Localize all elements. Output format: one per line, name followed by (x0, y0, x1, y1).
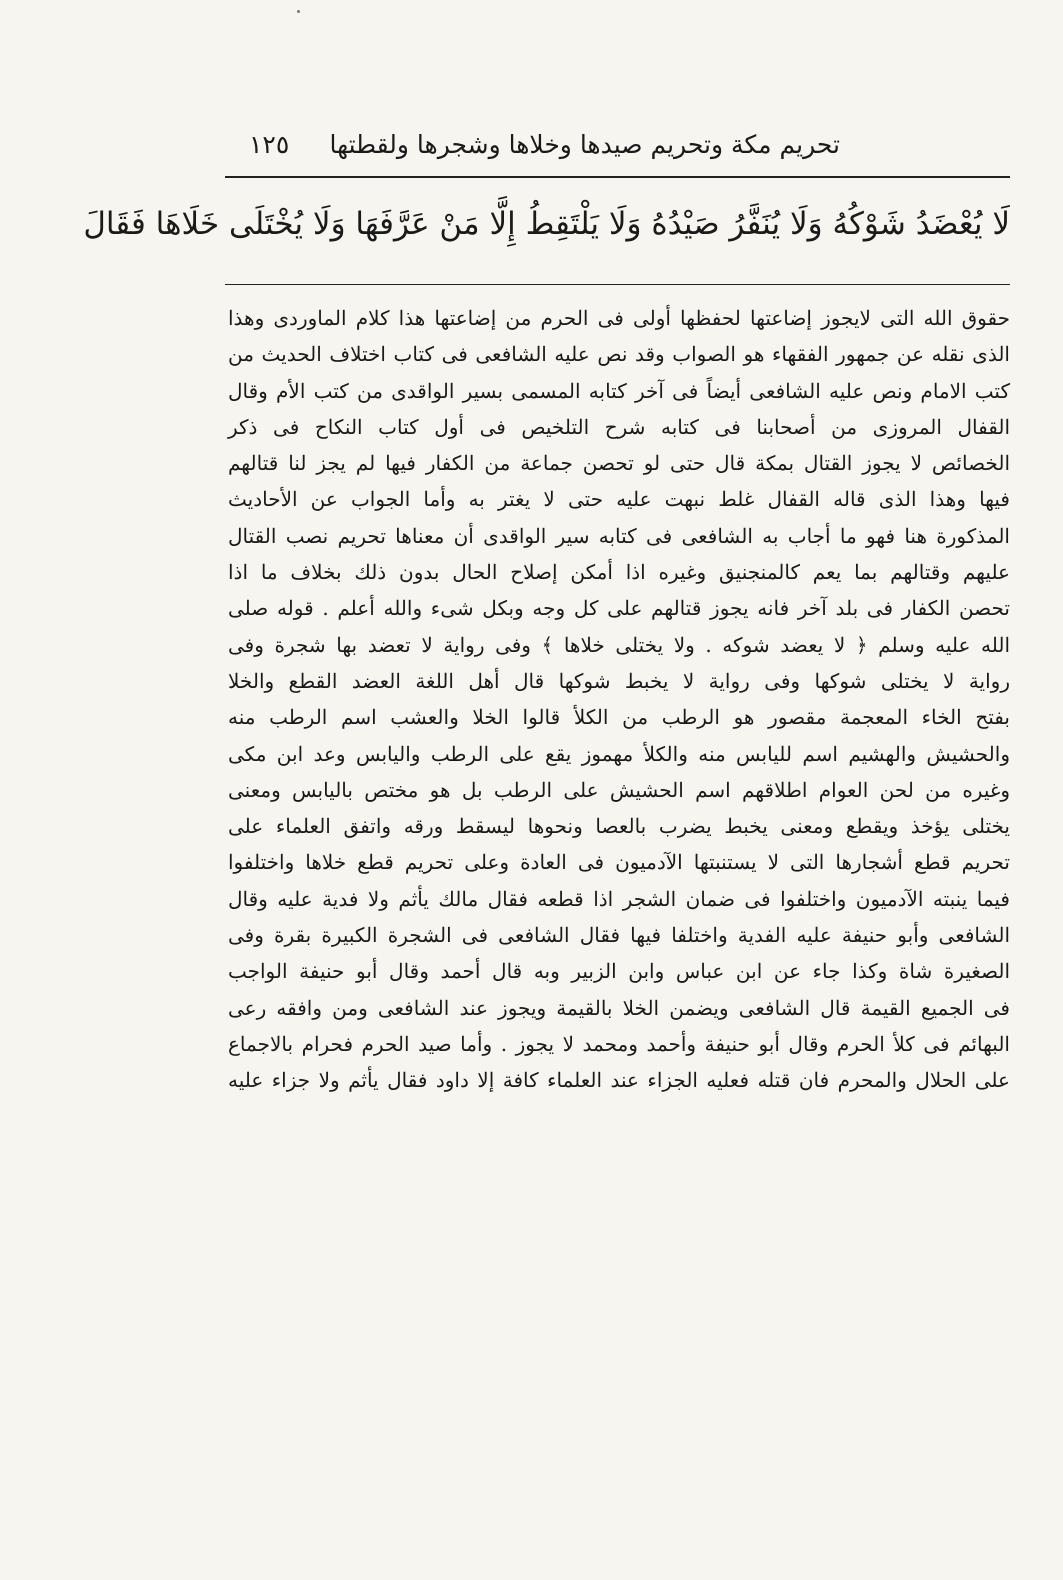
commentary-line: حقوق الله التى لايجوز إضاعتها لحفظها أولى فى الحرم من إضاعتها هذا كلام الماوردى وهذا (228, 306, 1010, 330)
commentary-line: تحريم قطع أشجارها التى لا يستنبتها الآدميون فى العادة وعلى تحريم قطع خلاها واختلفوا (228, 850, 1010, 875)
commentary-line: كتب الامام ونص عليه الشافعى أيضاً فى آخر كتابه المسمى بسير الواقدى من كتب الأم وقال (228, 378, 1010, 403)
commentary-separator (225, 284, 1010, 285)
commentary-line: الله عليه وسلم ﴿ لا يعضد شوكه . ولا يختلى خلاها ﴾ وفى رواية لا تعضد بها شجرة وفى (228, 632, 1010, 657)
commentary-line: بفتح الخاء المعجمة مقصور هو الرطب من الكلأ قالوا الخلا والعشب اسم الرطب منه (228, 705, 1010, 730)
running-header (225, 124, 1010, 174)
commentary-line: الشافعى وأبو حنيفة عليه الفدية واختلفا فيها فقال الشافعى فى الشجرة الكبيرة بقرة وفى (228, 923, 1010, 948)
commentary-line: المذكورة هنا فهو ما أجاب به الشافعى فى كتابه سير الواقدى أن معناها تحريم نصب القتال (228, 523, 1010, 548)
commentary-line: والحشيش والهشيم اسم لليابس منه والكلأ مهموز يقع على الرطب واليابس وعد ابن مكى (228, 741, 1010, 766)
commentary-line: رواية لا يختلى شوكها وفى رواية لا يخبط شوكها قال أهل اللغة العضد القطع والخلا (228, 668, 1010, 693)
commentary-line: فيما ينبته الآدميون واختلفوا فى ضمان الشجر اذا قطعه فقال مالك يأثم ولا فدية عليه وقال (228, 886, 1010, 911)
commentary-line: فيها وهذا الذى قاله القفال غلط نبهت عليه حتى لا يغتر به وأما الجواب عن الأحاديث (228, 487, 1010, 512)
hadith-text: لَا يُعْضَدُ شَوْكُهُ وَلَا يُنَفَّرُ صَيْدُهُ وَلَا يَلْتَقِطُ إِلَّا مَنْ عَرَّفَهَا وَلَا يُخْتَلَى خَلَاهَا فَقَالَ (83, 206, 1010, 242)
header-rule (225, 176, 1010, 178)
commentary-block (228, 300, 1010, 1099)
commentary-line: عليهم وقتالهم بما يعم كالمنجنيق وغيره اذا أمكن إصلاح الحال بدون ذلك بخلاف ما اذا (228, 560, 1010, 585)
commentary-line: القفال المروزى من أصحابنا فى كتابه شرح التلخيص فى أول كتاب النكاح فى ذكر (228, 414, 1010, 439)
scan-speck (297, 10, 300, 13)
chapter-title: تحريم مكة وتحريم صيدها وخلاها وشجرها ولقطتها (329, 130, 840, 159)
commentary-line: فى الجميع القيمة قال الشافعى ويضمن الخلا بالقيمة ويجوز عند الشافعى ومن وافقه رعى (228, 995, 1010, 1020)
commentary-line: الذى نقله عن جمهور الفقهاء هو الصواب وقد نص عليه الشافعى فى كتاب اختلاف الحديث من (228, 342, 1010, 367)
commentary-line: الصغيرة شاة وكذا جاء عن ابن عباس وابن الزبير وبه قال أحمد وقال أبو حنيفة الواجب (228, 959, 1011, 984)
commentary-line: على الحلال والمحرم فان قتله فعليه الجزاء عند العلماء كافة إلا داود فقال يأثم ولا جزاء عليه (228, 1068, 1010, 1093)
commentary-line: تحصن الكفار فى بلد آخر فانه يجوز قتالهم على كل وجه وبكل شىء والله أعلم . قوله صلى (228, 596, 1010, 621)
page-number: ١٢٥ (249, 130, 290, 159)
commentary-line: البهائم فى كلأ الحرم وقال أبو حنيفة وأحمد ومحمد لا يجوز . وأما صيد الحرم فحرام بالاجماع (228, 1031, 1010, 1056)
commentary-line: يختلى يؤخذ ويقطع ومعنى يخبط يضرب بالعصا ونحوها ليسقط ورقه واتفق العلماء على (228, 814, 1010, 839)
commentary-line: وغيره من لحن العوام اطلاقهم اسم الحشيش على الرطب بل هو مختص باليابس ومعنى (228, 777, 1010, 802)
commentary-line: الخصائص لا يجوز القتال بمكة قال حتى لو تحصن جماعة من الكفار فيها لم يجز لنا قتالهم (228, 451, 1010, 476)
